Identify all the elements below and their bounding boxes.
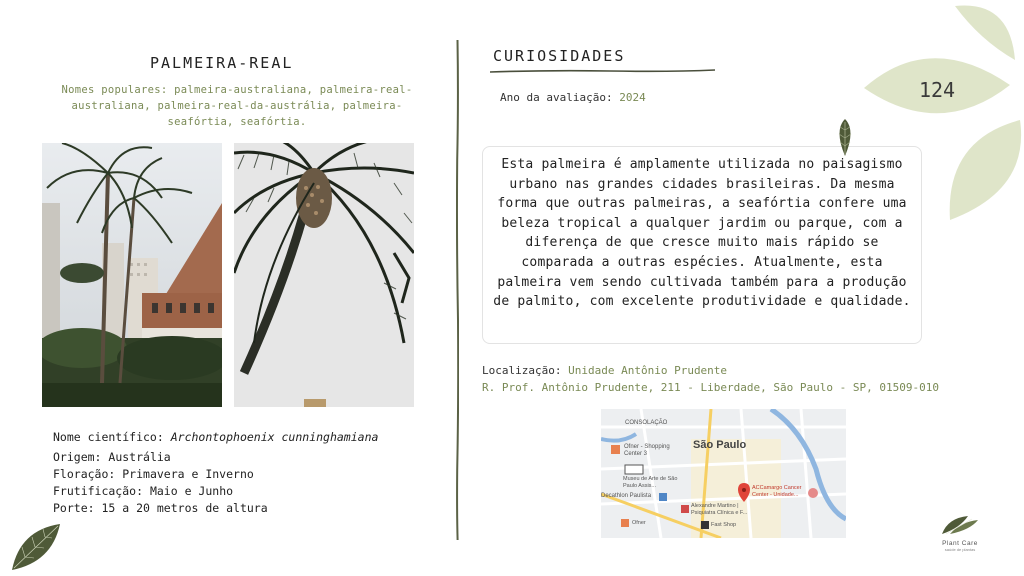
size-value: 15 a 20 metros de altura xyxy=(101,501,268,515)
location-label: Localização: xyxy=(482,364,562,377)
evaluation-year-value: 2024 xyxy=(619,91,646,104)
popular-names xyxy=(42,82,432,130)
popular-names-value: palmeira-australiana, palmeira-real-australiana, palmeira-real-da-austrália, palmeira-seafórtia, seafórtia. xyxy=(71,84,413,128)
page-number: 124 xyxy=(918,78,956,102)
evaluation-year xyxy=(500,91,646,104)
column-divider xyxy=(456,40,459,540)
map-poi-4[interactable]: Alexandre Martino | Psiquiatra Clínica e F... xyxy=(691,503,748,516)
leaf-decoration-large-icon xyxy=(860,0,1024,230)
logo-mark-icon xyxy=(938,514,982,536)
flowering-value: Primavera e Inverno xyxy=(122,467,254,481)
location-value: Unidade Antônio Prudente xyxy=(568,364,728,377)
map-poi-1[interactable]: Ofner - Shopping Center 3 xyxy=(624,444,670,457)
plant-care-logo xyxy=(930,514,990,552)
title-underline xyxy=(490,68,715,74)
evaluation-year-label: Ano da avaliação: xyxy=(500,91,613,104)
size-label: Porte: xyxy=(53,501,95,515)
scientific-name-value: Archontophoenix cunninghamiana xyxy=(170,430,379,444)
scientific-name-label: Nome científico: xyxy=(53,430,164,444)
flowering-label: Floração: xyxy=(53,467,116,481)
plant-title: PALMEIRA-REAL xyxy=(150,54,294,72)
location-map[interactable] xyxy=(601,409,846,538)
plant-info xyxy=(53,429,378,517)
map-poi-6[interactable]: Ofner xyxy=(632,520,646,526)
fruiting-row xyxy=(53,483,378,500)
map-city-label: São Paulo xyxy=(693,439,747,451)
map-poi-5[interactable]: ACCamargo Cancer Center - Unidade... xyxy=(752,485,802,498)
popular-names-label: Nomes populares: xyxy=(61,84,168,96)
flowering-row xyxy=(53,466,378,483)
map-poi-2[interactable]: Museu de Arte de São Paulo Assis... xyxy=(623,476,678,489)
origin-value: Austrália xyxy=(108,450,171,464)
curiosities-title: CURIOSIDADES xyxy=(493,47,626,65)
map-poi-3[interactable]: Decathlon Paulista xyxy=(601,493,652,499)
curiosity-text: Esta palmeira é amplamente utilizada no paisagismo urbano nas grandes cidades brasileiras. Da mesma forma que outras palmeiras, a seafórtia confere uma beleza tropical a qualquer jardim ou parque, com a diferença de que cresce muito mais rápido se comparada a outras espécies. Atualmente, esta palmeira vem sendo cultivada também para a produção de palmito, com excelente produtividade e qualidade. xyxy=(482,146,922,344)
location xyxy=(482,362,939,396)
origin-row xyxy=(53,449,378,466)
small-leaf-icon xyxy=(834,118,856,158)
size-row xyxy=(53,500,378,517)
map-district-label: CONSOLAÇÃO xyxy=(625,420,668,426)
fruiting-label: Frutificação: xyxy=(53,484,144,498)
palm-photo-crown xyxy=(234,143,414,407)
address: R. Prof. Antônio Prudente, 211 - Liberdade, São Paulo - SP, 01509-010 xyxy=(482,381,939,394)
origin-label: Origem: xyxy=(53,450,102,464)
logo-name: Plant Care xyxy=(942,540,978,547)
fruiting-value: Maio e Junho xyxy=(149,484,234,498)
map-poi-7[interactable]: Fast Shop xyxy=(711,522,737,528)
leaf-decoration-bottom-icon xyxy=(10,522,62,572)
logo-tagline: saúde de plantas xyxy=(944,547,976,552)
scientific-name-row xyxy=(53,429,378,446)
palm-photo-street xyxy=(42,143,222,407)
